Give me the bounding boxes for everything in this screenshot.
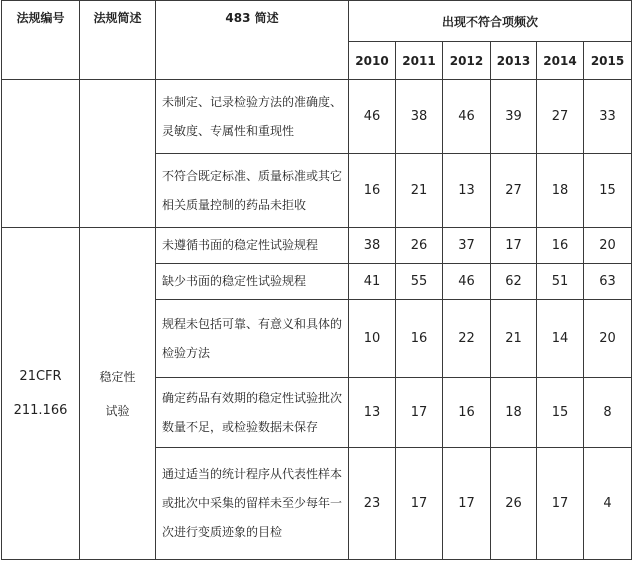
row-value: 46 <box>443 80 491 154</box>
row-value: 39 <box>491 80 537 154</box>
row-value: 18 <box>491 378 537 448</box>
row-value: 21 <box>491 300 537 378</box>
row-value: 10 <box>349 300 396 378</box>
row-value: 17 <box>396 378 443 448</box>
row-value: 16 <box>349 154 396 228</box>
header-year: 2011 <box>396 42 443 80</box>
row-description: 确定药品有效期的稳定性试验批次数量不足，或检验数据未保存 <box>156 378 349 448</box>
row-value: 18 <box>537 154 584 228</box>
row-value: 14 <box>537 300 584 378</box>
regulation-code-cell <box>2 228 80 560</box>
row-value: 8 <box>584 378 632 448</box>
row-value: 17 <box>443 448 491 560</box>
row-value: 26 <box>396 228 443 264</box>
header-year: 2010 <box>349 42 396 80</box>
row-value: 27 <box>537 80 584 154</box>
row-value: 62 <box>491 264 537 300</box>
row-value: 51 <box>537 264 584 300</box>
header-year: 2014 <box>537 42 584 80</box>
row-value: 17 <box>491 228 537 264</box>
row-description: 未遵循书面的稳定性试验规程 <box>156 228 349 264</box>
row-value: 37 <box>443 228 491 264</box>
row-value: 22 <box>443 300 491 378</box>
row-value: 15 <box>537 378 584 448</box>
header-row-top <box>2 1 632 42</box>
row-value: 13 <box>349 378 396 448</box>
row-value: 20 <box>584 228 632 264</box>
inspection-frequency-table <box>1 0 632 560</box>
table-row <box>2 228 632 264</box>
row-value: 41 <box>349 264 396 300</box>
row-value: 4 <box>584 448 632 560</box>
row-value: 15 <box>584 154 632 228</box>
row-value: 17 <box>396 448 443 560</box>
regulation-brief-cell: 稳定性试验 <box>80 228 156 560</box>
header-year: 2015 <box>584 42 632 80</box>
row-value: 16 <box>396 300 443 378</box>
row-value: 38 <box>349 228 396 264</box>
row-value: 27 <box>491 154 537 228</box>
row-description: 未制定、记录检验方法的准确度、灵敏度、专属性和重现性 <box>156 80 349 154</box>
row-value: 46 <box>349 80 396 154</box>
row-value: 46 <box>443 264 491 300</box>
row-description: 不符合既定标准、质量标准或其它相关质量控制的药品未拒收 <box>156 154 349 228</box>
row-value: 16 <box>443 378 491 448</box>
row-value: 33 <box>584 80 632 154</box>
table-row <box>2 80 632 154</box>
header-regulation-code: 法规编号 <box>2 1 80 80</box>
row-value: 16 <box>537 228 584 264</box>
header-frequency: 出现不符合项频次 <box>349 1 632 42</box>
row-description: 缺少书面的稳定性试验规程 <box>156 264 349 300</box>
row-value: 26 <box>491 448 537 560</box>
header-year: 2012 <box>443 42 491 80</box>
row-value: 38 <box>396 80 443 154</box>
empty-brief-cell <box>80 80 156 228</box>
row-description: 通过适当的统计程序从代表性样本或批次中采集的留样未至少每年一次进行变质迹象的目检 <box>156 448 349 560</box>
row-value: 63 <box>584 264 632 300</box>
row-description: 规程未包括可靠、有意义和具体的检验方法 <box>156 300 349 378</box>
row-value: 13 <box>443 154 491 228</box>
header-regulation-brief: 法规简述 <box>80 1 156 80</box>
row-value: 20 <box>584 300 632 378</box>
row-value: 21 <box>396 154 443 228</box>
empty-code-cell <box>2 80 80 228</box>
row-value: 55 <box>396 264 443 300</box>
row-value: 17 <box>537 448 584 560</box>
regulation-code-line2: 211.166 <box>13 402 68 418</box>
header-year: 2013 <box>491 42 537 80</box>
regulation-code-line1: 21CFR <box>19 368 62 384</box>
row-value: 23 <box>349 448 396 560</box>
header-483-brief: 483 简述 <box>156 1 349 80</box>
